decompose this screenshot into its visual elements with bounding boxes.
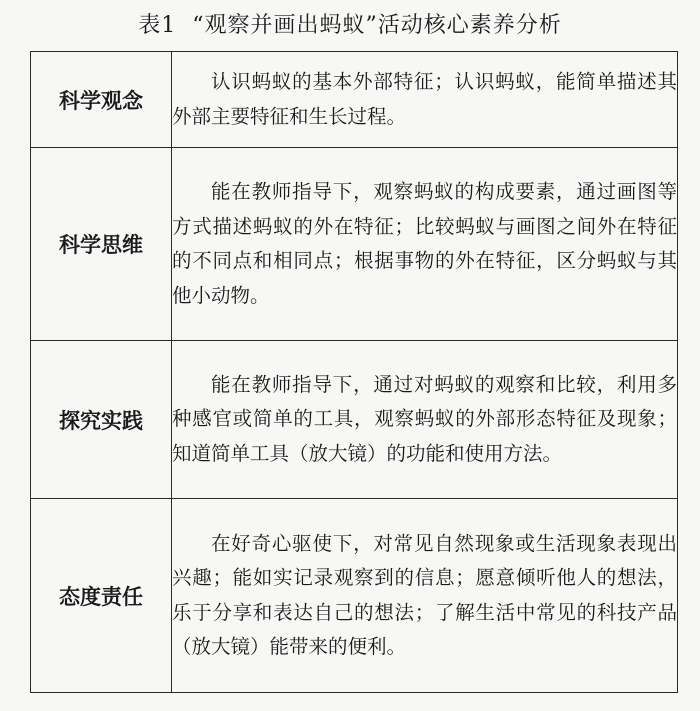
- table-title: “观察并画出蚂蚁”活动核心素养分析: [192, 13, 562, 38]
- description-text: 认识蚂蚁的基本外部特征；认识蚂蚁，能简单描述其外部主要特征和生长过程。: [172, 70, 677, 128]
- table-caption: [0, 8, 700, 39]
- description-text: 能在教师指导下，通过对蚂蚁的观察和比较，利用多种感官或简单的工具，观察蚂蚁的外部形态特征及现象；知道简单工具（放大镜）的功能和使用方法。: [172, 372, 677, 465]
- table-row: [31, 52, 678, 148]
- table-row: [31, 341, 678, 499]
- description-cell: [172, 499, 678, 693]
- dimension-cell: 科学观念: [31, 52, 172, 148]
- dimension-cell: 科学思维: [31, 148, 172, 341]
- dimension-cell: 态度责任: [31, 499, 172, 693]
- description-cell: [172, 52, 678, 148]
- description-text: 在好奇心驱使下，对常见自然现象或生活现象表现出兴趣；能如实记录观察到的信息；愿意倾听他人的想法，乐于分享和表达自己的想法；了解生活中常见的科技产品（放大镜）能带来的便利。: [172, 531, 677, 658]
- table-number: 表1: [138, 13, 177, 38]
- dimension-cell: 探究实践: [31, 341, 172, 499]
- description-cell: [172, 148, 678, 341]
- table-row: [31, 148, 678, 341]
- core-literacy-table: [30, 51, 678, 693]
- table-row: [31, 499, 678, 693]
- description-text: 能在教师指导下，观察蚂蚁的构成要素，通过画图等方式描述蚂蚁的外在特征；比较蚂蚁与画图之间外在特征的不同点和相同点；根据事物的外在特征，区分蚂蚁与其他小动物。: [172, 180, 677, 307]
- description-cell: [172, 341, 678, 499]
